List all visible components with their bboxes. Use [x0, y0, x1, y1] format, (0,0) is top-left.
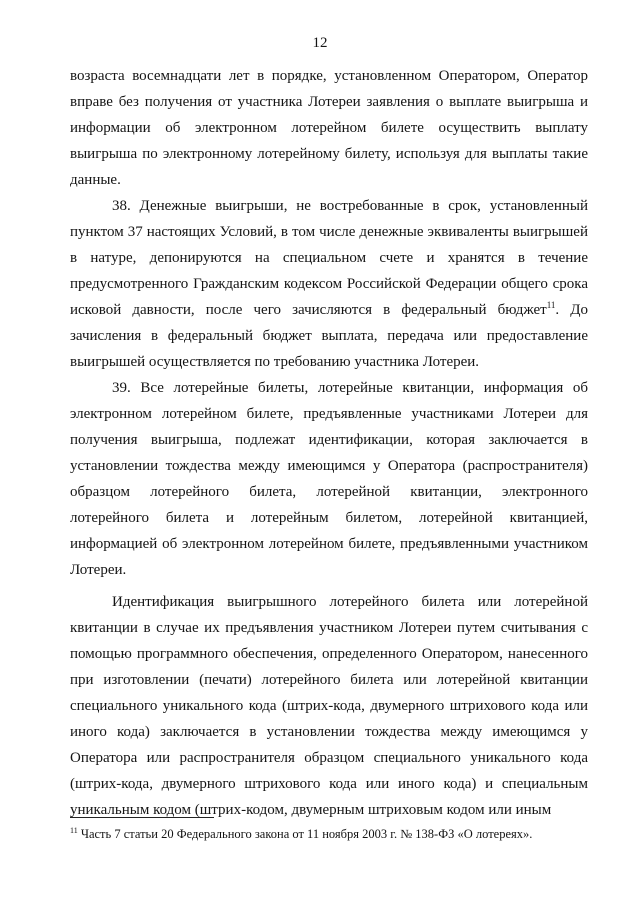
footnote-reference[interactable]: 11 — [546, 300, 556, 310]
body-text — [70, 63, 588, 823]
paragraph-38-text: 38. Денежные выигрыши, не востребованные в срок, установленный пунктом 37 настоящих Условий, в том числе денежные эквиваленты выигрышей в натуре, депонируются на специальном счете и хранятся в течение предусмотренного Гражданским кодексом Российской Федерации общего срока исковой давности, после чего зачисляются в федеральный бюджет — [70, 198, 588, 318]
paragraph-39: 39. Все лотерейные билеты, лотерейные квитанции, информация об электронном лотерейном билете, предъявленные участниками Лотереи для получения выигрыша, подлежат идентификации, которая заключается в установлении тождества между имеющимся у Оператора (распространителя) образцом лотерейного билета, лотерейной квитанции, электронного лотерейного билета и лотерейным билетом, лотерейной квитанцией, информацией об электронном лотерейном билете, предъявленными участником Лотереи. — [70, 380, 588, 578]
page-number: 12 — [312, 35, 328, 51]
footnote — [70, 826, 588, 842]
paragraph-38 — [70, 193, 588, 375]
paragraph-continuation: возраста восемнадцати лет в порядке, установленном Оператором, Оператор вправе без получения от участника Лотереи заявления о выплате выигрыша и информации об электронном лотерейном билете осуществить выплату выигрыша по электронному лотерейному билету, используя для выплаты такие данные. — [70, 68, 588, 188]
footnote-divider — [70, 817, 214, 818]
paragraph-38-text-end: . До зачисления в федеральный бюджет выплата, передача или предоставление выигрышей осуществляется по требованию участника Лотереи. — [70, 302, 588, 370]
footnote-text: Часть 7 статьи 20 Федерального закона от 11 ноября 2003 г. № 138-ФЗ «О лотереях». — [77, 827, 533, 841]
footnote-mark: 11 — [70, 825, 78, 835]
paragraph-identification: Идентификация выигрышного лотерейного билета или лотерейной квитанции в случае их предъявления участником Лотереи путем считывания с помощью программного обеспечения, определенного Оператором, нанесенного при изготовлении (печати) лотерейного билета или лотерейной квитанции специального уникального кода (штрих-кода, двумерного штрихового кода или иного кода) заключается в установлении тождества между имеющимся у Оператора или распространителя образцом специального уникального кода (штрих-кода, двумерного штрихового кода или иного кода) и специальным уникальным кодом (штрих-кодом, двумерным штриховым кодом или иным — [70, 594, 588, 818]
